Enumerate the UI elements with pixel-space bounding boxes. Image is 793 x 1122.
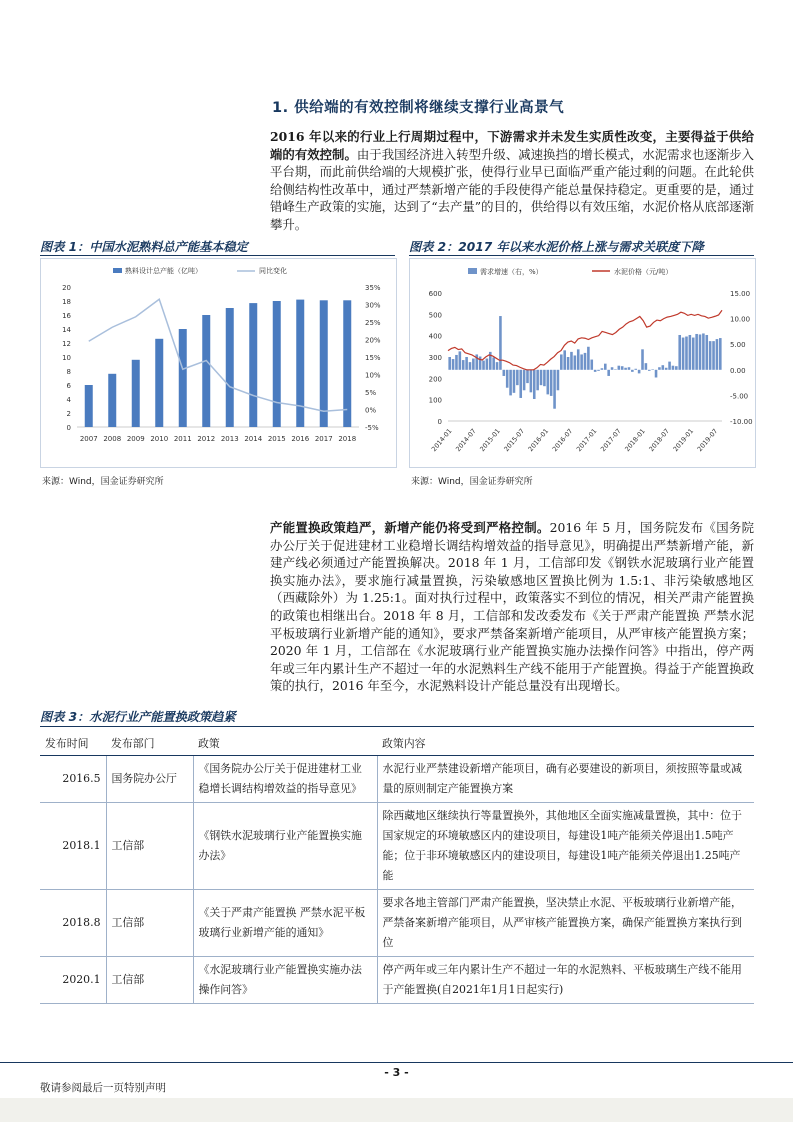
demand-bar (621, 366, 624, 370)
demand-bar (519, 370, 522, 398)
y-right-tick-label: 0.00 (730, 366, 746, 375)
y-right-tick-label: -5.00 (730, 392, 749, 401)
y-left-tick-label: 400 (428, 332, 442, 341)
policy-paragraph (270, 519, 754, 695)
demand-bar (472, 359, 475, 370)
demand-bar (459, 351, 462, 369)
row-policy: 《水泥玻璃行业产能置换实施办法操作问答》 (193, 957, 377, 1004)
demand-bar (452, 359, 455, 370)
demand-bar (560, 354, 563, 369)
header-dept: 发布部门 (106, 731, 193, 756)
row-dept: 工信部 (106, 957, 193, 1004)
demand-bar (540, 370, 543, 385)
row-policy: 《国务院办公厅关于促进建材工业稳增长调结构增效益的指导意见》 (193, 756, 377, 803)
x-tick-label: 2017 (314, 435, 333, 443)
demand-bar (536, 370, 539, 390)
figure2-source: 来源：Wind，国金证券研究所 (411, 477, 533, 487)
capacity-bar (320, 300, 328, 427)
demand-bar (601, 368, 604, 370)
demand-bar (692, 338, 695, 370)
row-content: 要求各地主管部门严肃产能置换，坚决禁止水泥、平板玻璃行业新增产能，严禁备案新增产能项目，从严审核产能置换方案，确保产能置换方案执行到位 (377, 890, 754, 957)
demand-bar (503, 370, 506, 376)
disclaimer-link[interactable]: 敬请参阅最后一页特别声明 (40, 1082, 166, 1094)
header-content: 政策内容 (377, 731, 754, 756)
y-right-tick-label: 0% (365, 406, 377, 415)
demand-bar (448, 357, 451, 370)
figure2-chart (409, 258, 756, 468)
capacity-bar (179, 329, 187, 427)
demand-bar (496, 362, 499, 370)
figure1-title: 图表 1：中国水泥熟料总产能基本稳定 (40, 240, 248, 254)
demand-bar (668, 362, 671, 370)
row-policy: 《钢铁水泥玻璃行业产能置换实施办法》 (193, 803, 377, 890)
y-left-tick-label: 6 (66, 382, 71, 390)
y-right-tick-label: -5% (365, 424, 379, 432)
policy-table-wrap (40, 731, 754, 1004)
yoy-line (89, 299, 348, 411)
policy-table-header (40, 731, 754, 756)
header-policy: 政策 (193, 731, 377, 756)
y-right-tick-label: 35% (365, 284, 381, 292)
y-left-tick-label: 12 (62, 340, 71, 348)
figure2-svg (410, 259, 755, 467)
y-left-tick-label: 18 (62, 298, 71, 306)
demand-bar (492, 358, 495, 370)
legend-label-demand: 需求增速（右，%） (480, 268, 543, 276)
demand-bar (709, 341, 712, 370)
x-tick-label: 2016-01 (526, 427, 551, 454)
row-content: 停产两年或三年内累计生产不超过一年的水泥熟料、平板玻璃生产线不能用于产能置换(自2021年1月1日起实行) (377, 957, 754, 1004)
demand-bar (570, 352, 573, 370)
demand-bar (563, 350, 566, 369)
demand-bar (651, 369, 654, 370)
x-tick-label: 2018-01 (623, 427, 647, 454)
table-row (40, 890, 754, 957)
demand-bar (634, 369, 637, 370)
figure2-title: 图表 2：2017 年以来水泥价格上涨与需求关联度下降 (409, 240, 704, 254)
demand-bar (712, 341, 715, 370)
demand-bar (719, 338, 722, 370)
capacity-bar (343, 300, 351, 427)
demand-bar (682, 338, 685, 370)
x-tick-label: 2017-01 (574, 427, 599, 454)
row-policy: 《关于严肃产能置换 严禁水泥平板玻璃行业新增产能的通知》 (193, 890, 377, 957)
x-tick-label: 2015-01 (478, 427, 502, 454)
capacity-bar (132, 360, 140, 427)
figure1-chart (40, 258, 397, 468)
page-number: - 3 - (384, 1066, 409, 1079)
demand-bar (645, 363, 648, 370)
figure3-rule (40, 726, 754, 727)
x-tick-label: 2018-07 (647, 427, 671, 454)
row-dept: 国务院办公厅 (106, 756, 193, 803)
demand-bar (672, 366, 675, 370)
demand-bar (695, 334, 698, 370)
demand-bar (590, 360, 593, 370)
demand-bar (584, 353, 587, 370)
demand-bar (607, 370, 610, 376)
demand-bar (465, 357, 468, 370)
demand-bar (705, 335, 708, 370)
policy-table (40, 731, 754, 1004)
header-date: 发布时间 (40, 731, 106, 756)
y-left-tick-label: 14 (62, 326, 71, 334)
x-tick-label: 2013 (220, 435, 239, 443)
demand-bar (618, 366, 621, 370)
demand-bar (516, 370, 519, 385)
y-left-tick-label: 2 (66, 410, 71, 418)
x-tick-label: 2015-07 (502, 427, 527, 454)
demand-bar (550, 370, 553, 396)
y-left-tick-label: 100 (428, 396, 442, 405)
demand-bar (546, 370, 549, 395)
row-content: 水泥行业严禁建设新增产能项目，确有必要建设的新项目，须按照等量或减量的原则制定产能置换方案 (377, 756, 754, 803)
capacity-bar (226, 308, 234, 427)
demand-bar (479, 356, 482, 369)
demand-bar (567, 357, 570, 370)
y-left-tick-label: 8 (66, 368, 71, 376)
demand-bar (624, 368, 627, 370)
capacity-bar (249, 303, 257, 427)
demand-bar (513, 370, 516, 393)
y-left-tick-label: 300 (428, 354, 442, 362)
y-right-tick-label: 25% (365, 319, 381, 327)
row-date: 2018.1 (40, 803, 106, 890)
row-date: 2020.1 (40, 957, 106, 1004)
figure2-rule (409, 255, 754, 256)
intro-paragraph (270, 128, 754, 234)
x-tick-label: 2014 (244, 435, 263, 443)
section-title: 1. 供给端的有效控制将继续支撑行业高景气 (272, 100, 565, 116)
demand-bar (628, 367, 631, 370)
capacity-bar (155, 339, 163, 427)
demand-bar (574, 355, 577, 369)
footer-rule (0, 1062, 793, 1063)
table-row (40, 957, 754, 1004)
y-right-tick-label: 10% (365, 371, 381, 380)
demand-bar (580, 354, 583, 369)
legend-swatch-capacity (113, 268, 122, 273)
demand-bar (469, 362, 472, 370)
demand-bar (648, 370, 651, 371)
capacity-bar (202, 315, 210, 427)
demand-bar (611, 367, 614, 370)
table-row (40, 803, 754, 890)
x-tick-label: 2014-01 (429, 427, 454, 454)
figure1-svg (41, 259, 396, 467)
demand-bar (587, 347, 590, 370)
x-tick-label: 2009 (126, 435, 145, 443)
x-tick-label: 2015 (267, 435, 286, 443)
x-tick-label: 2016-07 (550, 427, 575, 454)
y-right-tick-label: 30% (365, 301, 381, 310)
y-left-tick-label: 16 (62, 312, 71, 320)
demand-bar (530, 370, 533, 393)
demand-bar (526, 370, 529, 383)
y-left-tick-label: 4 (66, 396, 71, 404)
demand-bar (604, 364, 607, 370)
demand-bar (685, 337, 688, 370)
x-tick-label: 2010 (150, 435, 169, 443)
row-dept: 工信部 (106, 803, 193, 890)
demand-bar (699, 334, 702, 369)
demand-bar (486, 359, 489, 370)
footer-bar (0, 1098, 793, 1122)
demand-bar (716, 339, 719, 370)
figure3-title: 图表 3：水泥行业产能置换政策趋紧 (40, 710, 236, 724)
x-tick-label: 2012 (197, 435, 216, 443)
demand-bar (509, 370, 512, 396)
intro-paragraph-body: 由于我国经济进入转型升级、减速换挡的增长模式，水泥需求也逐渐步入平台期，而此前供给端的大规模扩张，使得行业早已面临严重产能过剩的问题。在此轮供给侧结构性改革中，通过严禁新增产能的手段使得产能总量保持稳定。更重要的是，通过错峰生产政策的实施，达到了“去产量”的目的，供给得以有效压缩，水泥价格从底部逐渐攀升。 (270, 146, 755, 232)
y-left-tick-label: 0 (66, 424, 71, 432)
capacity-bar (85, 385, 93, 427)
demand-bar (675, 366, 678, 370)
capacity-bar (108, 374, 116, 427)
capacity-bar (296, 300, 304, 427)
x-tick-label: 2017-07 (599, 427, 623, 454)
demand-bar (597, 370, 600, 371)
y-right-tick-label: 5.00 (730, 341, 746, 350)
x-tick-label: 2019-01 (671, 427, 696, 454)
demand-bar (553, 370, 556, 409)
y-left-tick-label: 200 (428, 375, 442, 384)
demand-bar (641, 349, 644, 369)
y-right-tick-label: 15.00 (730, 290, 751, 298)
demand-bar (577, 349, 580, 369)
figure1-source: 来源：Wind，国金证券研究所 (42, 477, 164, 487)
legend-label-yoy: 同比变化 (259, 267, 287, 275)
demand-bar (462, 360, 465, 370)
demand-bar (499, 316, 502, 370)
demand-bar (665, 368, 668, 370)
x-tick-label: 2018 (338, 435, 357, 443)
y-left-tick-label: 10 (62, 354, 71, 362)
intro-paragraph-lead: 2016 年以来的行业上行周期过程中，下游需求并未发生实质性改变，主要得益于供给端的有效控制。 (270, 129, 754, 162)
legend-label-price: 水泥价格（元/吨） (614, 268, 673, 276)
row-content: 除西藏地区继续执行等量置换外，其他地区全面实施减量置换，其中：位于国家规定的环境敏感区内的建设项目，每建设1吨产能须关停退出1.5吨产能；位于非环境敏感区内的建设项目，每建设1吨产能须关停退出1.25吨产能 (377, 803, 754, 890)
table-row (40, 756, 754, 803)
demand-bar (594, 370, 597, 372)
row-dept: 工信部 (106, 890, 193, 957)
demand-bar (455, 355, 458, 370)
demand-bar (557, 370, 560, 390)
demand-bar (658, 367, 661, 370)
policy-paragraph-body: 2016 年 5 月，国务院发布《国务院办公厅关于促进建材工业稳增长调结构增效益的指导意见》，明确提出严禁新增产能，新建产线必须通过产能置换解决。2018 年 1 月，工信部印发《钢铁水泥玻璃行业产能置换实施办法》，要求施行减量置换，污染敏感地区置换比例为 1.5:1、非污染敏感地区（西藏除外）为 1.25:1。面对执行过程中，政策落实不到位的情况，相关严肃产能置换的政策也相继出台。2018 年 8 月，工信部和发改委发布《关于严肃产能置换 严禁水泥平板玻璃行业新增产能的通知》，要求严禁备案新增产能项目，从严审核产能置换方案；2020 年 1 月，工信部在《水泥玻璃行业产能置换实施办法操作问答》中指出，停产两年或三年内累计生产不超过一年的水泥熟料生产线不能用于产能置换。得益于产能置换政策的执行，2016 年至今，水泥熟料设计产能总量没有出现增长。 (270, 520, 755, 694)
demand-bar (662, 365, 665, 370)
demand-bar (523, 370, 526, 390)
legend-swatch-demand (468, 268, 477, 274)
y-right-tick-label: 15% (365, 354, 381, 362)
y-left-tick-label: 600 (428, 290, 442, 298)
demand-bar (631, 370, 634, 372)
demand-bar (533, 370, 536, 399)
y-right-tick-label: 20% (365, 336, 381, 345)
y-left-tick-label: 500 (428, 311, 442, 320)
y-left-tick-label: 20 (62, 284, 71, 292)
policy-paragraph-lead: 产能置换政策趋严，新增产能仍将受到严格控制。 (270, 520, 550, 535)
row-date: 2018.8 (40, 890, 106, 957)
x-tick-label: 2019-07 (695, 427, 720, 454)
legend-label-capacity: 熟料设计总产能（亿吨） (125, 267, 202, 275)
demand-bar (482, 361, 485, 370)
demand-bar (543, 370, 546, 386)
demand-bar (655, 370, 658, 378)
x-tick-label: 2014-07 (454, 427, 478, 454)
demand-bar (614, 369, 617, 370)
capacity-bar (273, 301, 281, 427)
x-tick-label: 2011 (173, 435, 192, 443)
figure1-rule (40, 255, 395, 256)
y-right-tick-label: -10.00 (730, 418, 753, 426)
x-tick-label: 2008 (103, 435, 122, 443)
row-date: 2016.5 (40, 756, 106, 803)
y-right-tick-label: 5% (365, 389, 377, 397)
x-tick-label: 2016 (291, 435, 310, 443)
demand-bar (702, 333, 705, 369)
demand-bar (506, 370, 509, 388)
x-tick-label: 2007 (79, 435, 98, 443)
y-left-tick-label: 0 (437, 418, 442, 426)
demand-bar (678, 335, 681, 370)
demand-bar (689, 335, 692, 370)
y-right-tick-label: 10.00 (730, 315, 751, 324)
demand-bar (638, 370, 641, 374)
